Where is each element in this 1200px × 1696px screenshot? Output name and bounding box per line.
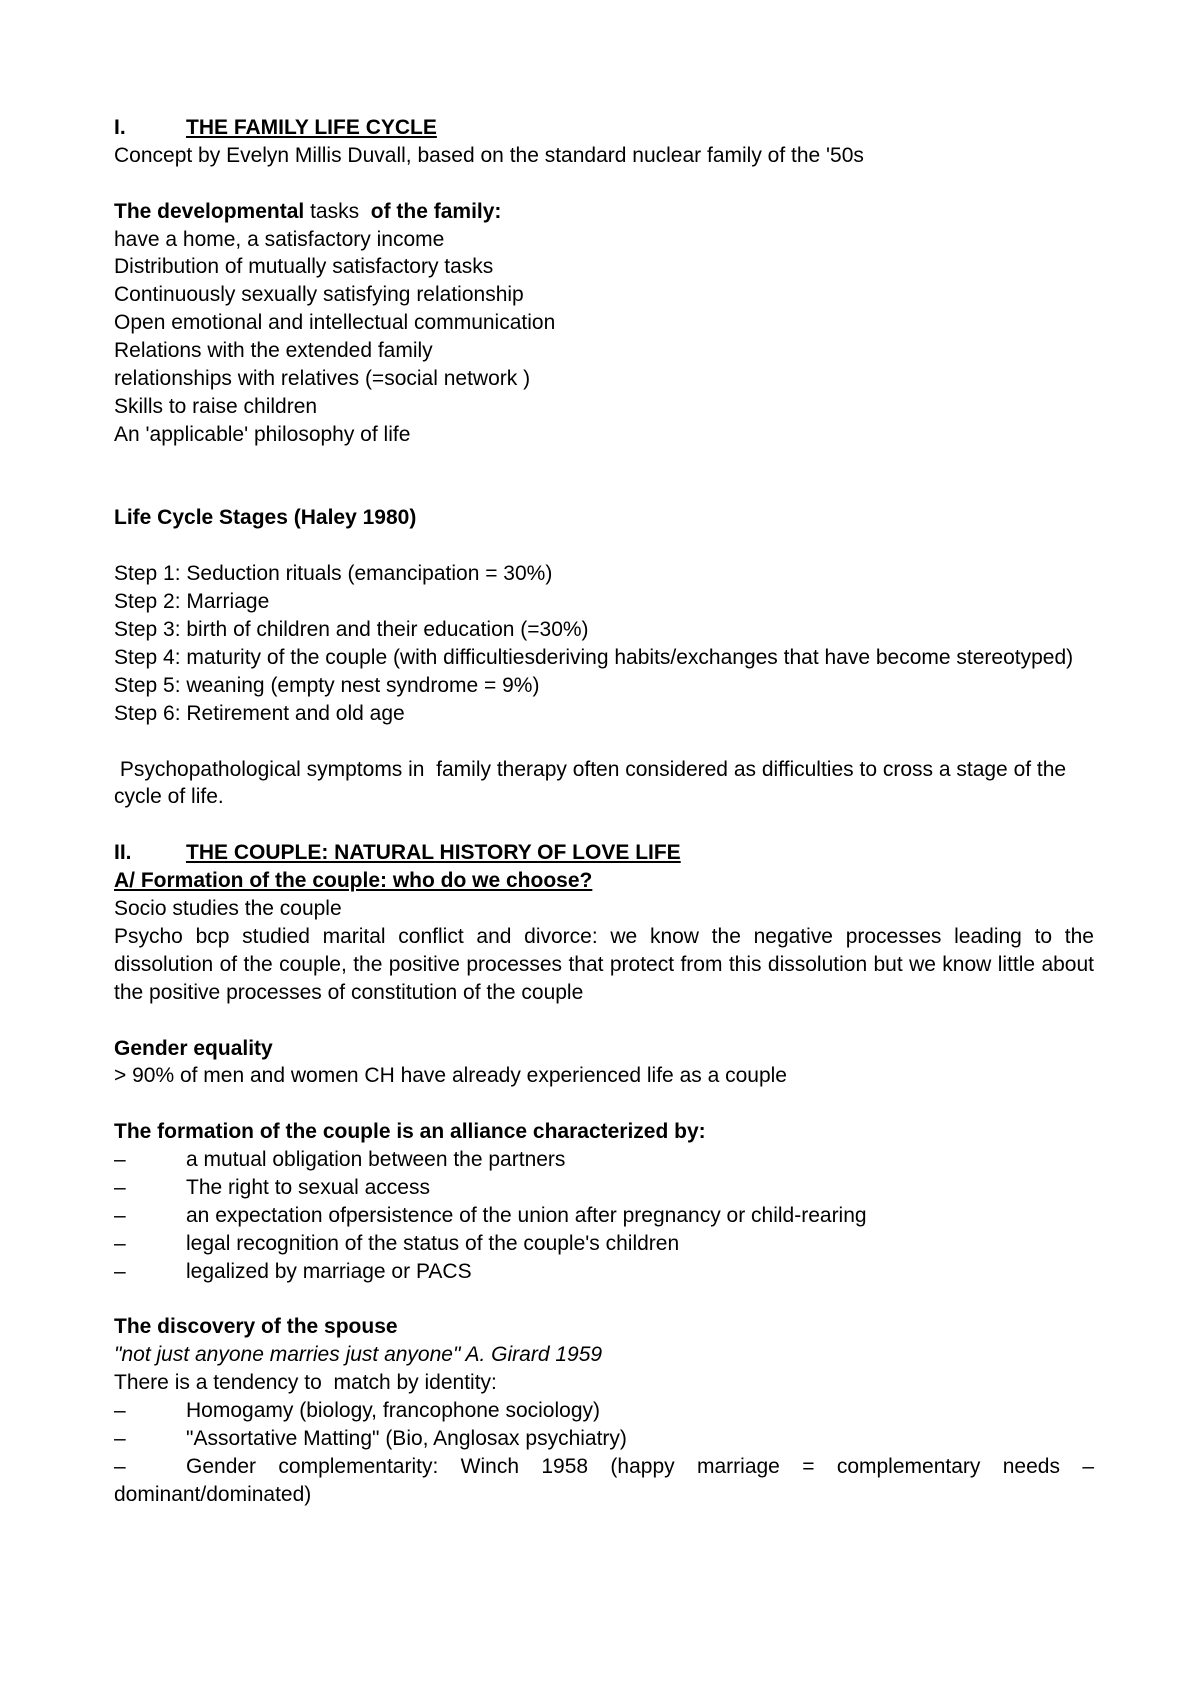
list-item: Step 5: weaning (empty nest syndrome = 9%) (114, 673, 540, 697)
section-2-title: THE COUPLE: NATURAL HISTORY OF LOVE LIFE (186, 841, 681, 865)
list-item: Step 4: maturity of the couple (with difficultiesderiving habits/exchanges that have become stereotyped) (114, 645, 1074, 669)
document-body (114, 114, 1094, 1509)
list-item: relationships with relatives (=social network ) (114, 367, 531, 391)
section-2-subtitle: A/ Formation of the couple: who do we choose? (114, 869, 593, 893)
list-item: Skills to raise children (114, 394, 318, 418)
list-item: – an expectation ofpersistence of the union after pregnancy or child-rearing (114, 1203, 867, 1227)
list-item: Step 6: Retirement and old age (114, 701, 405, 725)
list-item: – Gender complementarity: Winch 1958 (happy marriage = complementary needs – dominant/dominated) (114, 1454, 1094, 1506)
section-2-heading (114, 839, 1094, 867)
list-item: Open emotional and intellectual communication (114, 311, 556, 335)
gender-text: > 90% of men and women CH have already experienced life as a couple (114, 1064, 787, 1088)
list-item: – legalized by marriage or PACS (114, 1259, 472, 1283)
section-1-heading (114, 114, 1094, 142)
section-1-title: THE FAMILY LIFE CYCLE (186, 116, 437, 139)
list-item: – The right to sexual access (114, 1175, 430, 1199)
list-item: – "Assortative Matting" (Bio, Anglosax psychiatry) (114, 1426, 627, 1450)
steps-list (114, 560, 1094, 727)
tasks-list (114, 226, 1094, 449)
list-item: Continuously sexually satisfying relationship (114, 283, 524, 307)
identity-list (114, 1397, 1094, 1509)
stages-heading: Life Cycle Stages (Haley 1980) (114, 506, 417, 530)
section-1-closing: Psychopathological symptoms in family therapy often considered as difficulties to cross a stage of the cycle of life. (114, 757, 1072, 809)
tendency-text: There is a tendency to match by identity: (114, 1371, 497, 1395)
list-item: Relations with the extended family (114, 339, 433, 363)
alliance-heading: The formation of the couple is an alliance characterized by: (114, 1120, 706, 1144)
list-item: – Homogamy (biology, francophone sociology) (114, 1399, 600, 1423)
list-item: Step 2: Marriage (114, 590, 270, 614)
list-item: have a home, a satisfactory income (114, 227, 445, 251)
list-item: – legal recognition of the status of the couple's children (114, 1231, 680, 1255)
list-item: Step 1: Seduction rituals (emancipation = 30%) (114, 562, 553, 586)
spouse-heading: The discovery of the spouse (114, 1315, 398, 1339)
tasks-heading: The developmental tasks of the family: (114, 199, 502, 223)
list-item: Distribution of mutually satisfactory tasks (114, 255, 494, 279)
gender-heading: Gender equality (114, 1036, 273, 1060)
section-1-intro: Concept by Evelyn Millis Duvall, based on the standard nuclear family of the '50s (114, 143, 864, 167)
section-1-number: I. (114, 116, 126, 139)
girard-quote: "not just anyone marries just anyone" A. Girard 1959 (114, 1343, 603, 1367)
section-2-number: II. (114, 841, 132, 865)
socio-text: Socio studies the couple (114, 897, 342, 920)
psycho-text: Psycho bcp studied marital conflict and divorce: we know the negative processes leading to the dissolution of the couple, the positive processes that protect from this dissolution but we know little about the positive processes of constitution of the couple (114, 924, 1094, 1004)
list-item: – a mutual obligation between the partners (114, 1148, 566, 1172)
list-item: Step 3: birth of children and their education (=30%) (114, 618, 589, 642)
alliance-list (114, 1146, 1094, 1285)
list-item: An 'applicable' philosophy of life (114, 422, 411, 446)
